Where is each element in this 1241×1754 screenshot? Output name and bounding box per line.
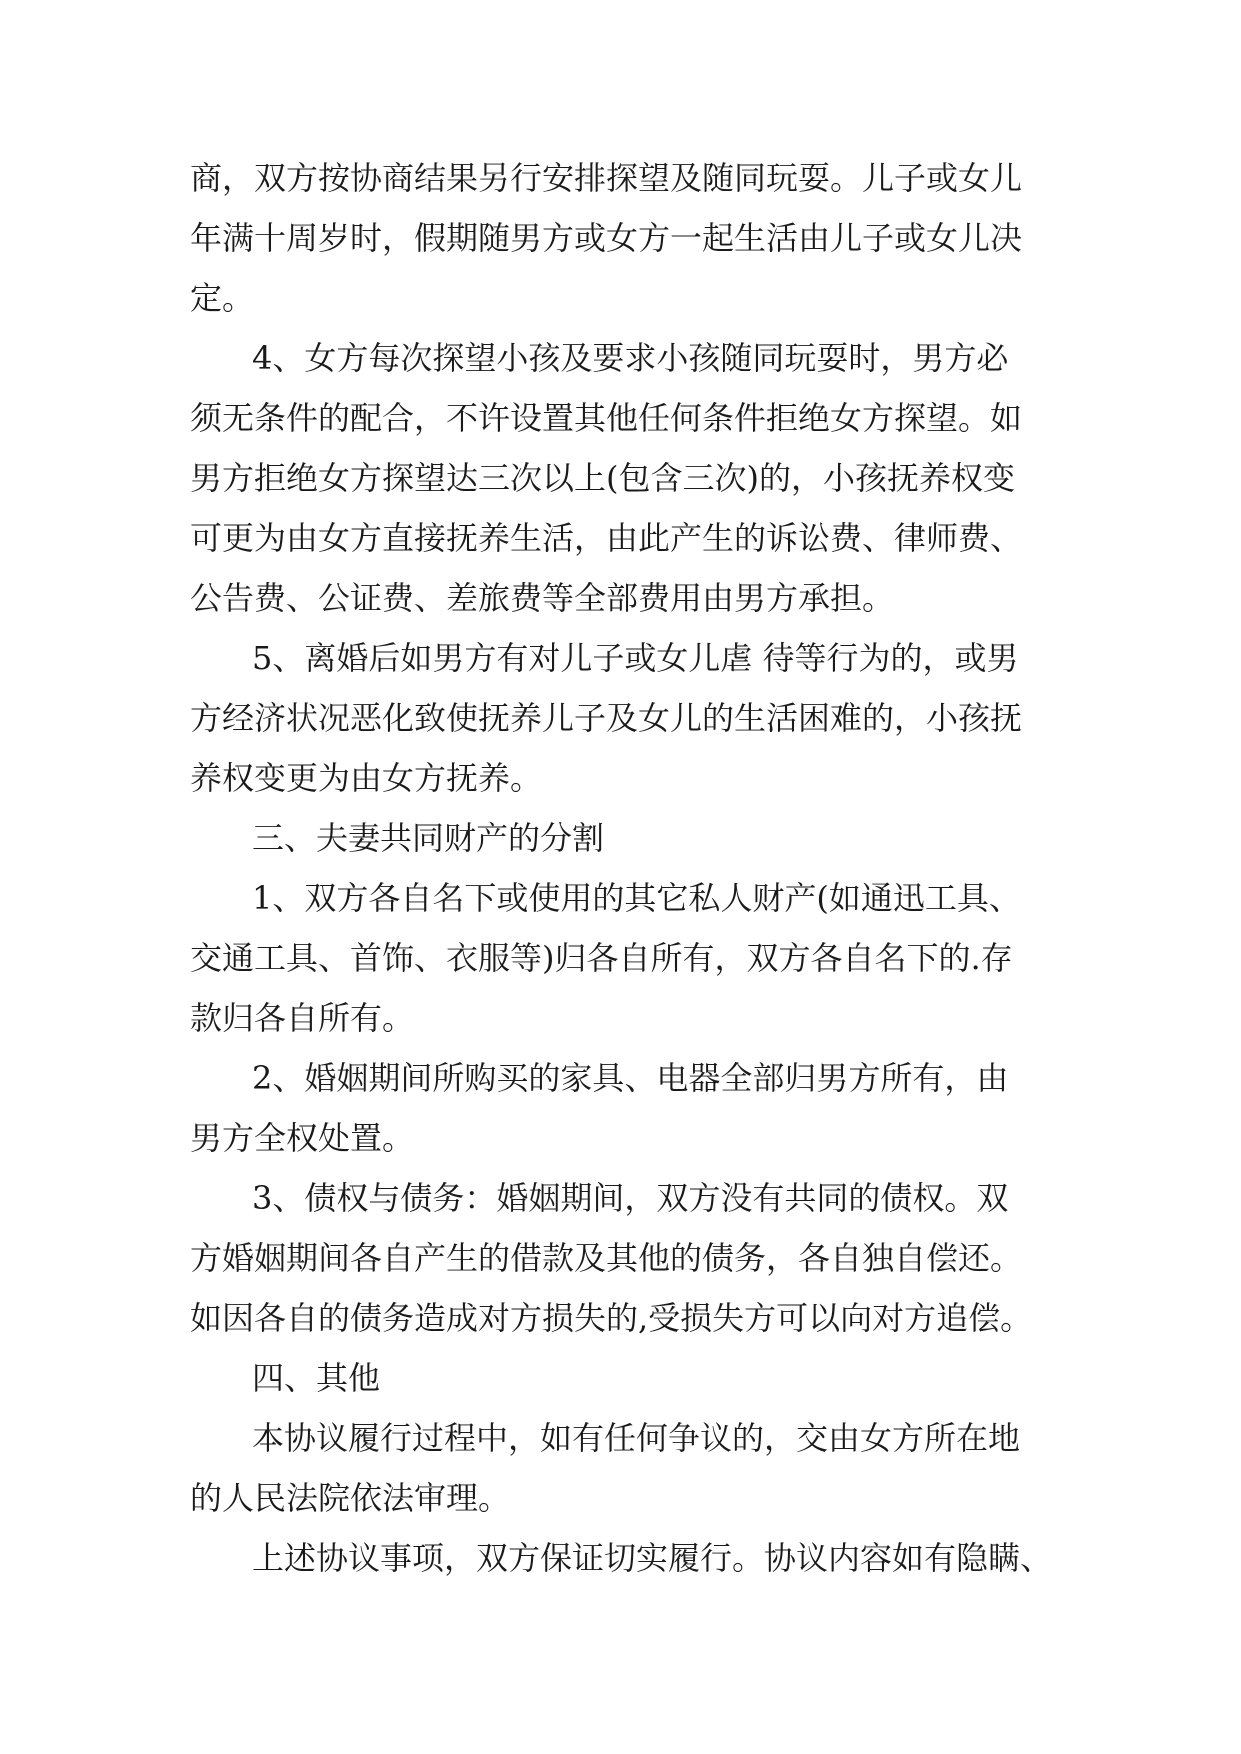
text-line: 的人民法院依法审理。 — [190, 1479, 511, 1517]
text-line: 4、女方每次探望小孩及要求小孩随同玩耍时，男方必 — [252, 339, 1009, 377]
text-line: 3、债权与债务：婚姻期间，双方没有共同的债权。双 — [252, 1179, 1009, 1217]
text-line: 2、婚姻期间所购买的家具、电器全部归男方所有，由 — [252, 1059, 1009, 1097]
text-line: 可更为由女方直接抚养生活，由此产生的诉讼费、律师费、 — [190, 519, 1023, 557]
text-line: 男方拒绝女方探望达三次以上(包含三次)的，小孩抚养权变 — [190, 459, 1015, 497]
text-line: 公告费、公证费、差旅费等全部费用由男方承担。 — [190, 579, 895, 617]
text-line: 方经济状况恶化致使抚养儿子及女儿的生活困难的，小孩抚 — [190, 699, 1023, 737]
text-line: 5、离婚后如男方有对儿子或女儿虐 待等行为的，或男 — [252, 639, 1019, 677]
section-heading: 四、其他 — [252, 1359, 381, 1397]
text-line: 如因各自的债务造成对方损失的,受损失方可以向对方追偿。 — [190, 1299, 1033, 1337]
text-line: 养权变更为由女方抚养。 — [190, 759, 543, 797]
text-line: 方婚姻期间各自产生的借款及其他的债务，各自独自偿还。 — [190, 1239, 1023, 1277]
text-line: 年满十周岁时，假期随男方或女方一起生活由儿子或女儿决 — [190, 219, 1023, 257]
text-line: 定。 — [190, 279, 255, 317]
text-line: 1、双方各自名下或使用的其它私人财产(如通迅工具、 — [252, 879, 1021, 917]
section-heading: 三、夫妻共同财产的分割 — [252, 819, 605, 857]
text-line: 本协议履行过程中，如有任何争议的，交由女方所在地 — [252, 1419, 1021, 1457]
text-line: 男方全权处置。 — [190, 1119, 415, 1157]
text-line: 款归各自所有。 — [190, 999, 415, 1037]
text-line: 交通工具、首饰、衣服等)归各自所有，双方各自名下的.存 — [190, 939, 1013, 977]
text-line: 须无条件的配合，不许设置其他任何条件拒绝女方探望。如 — [190, 399, 1023, 437]
text-line: 商，双方按协商结果另行安排探望及随同玩耍。儿子或女儿 — [190, 159, 1023, 197]
text-line: 上述协议事项，双方保证切实履行。协议内容如有隐瞒、 — [252, 1539, 1053, 1577]
